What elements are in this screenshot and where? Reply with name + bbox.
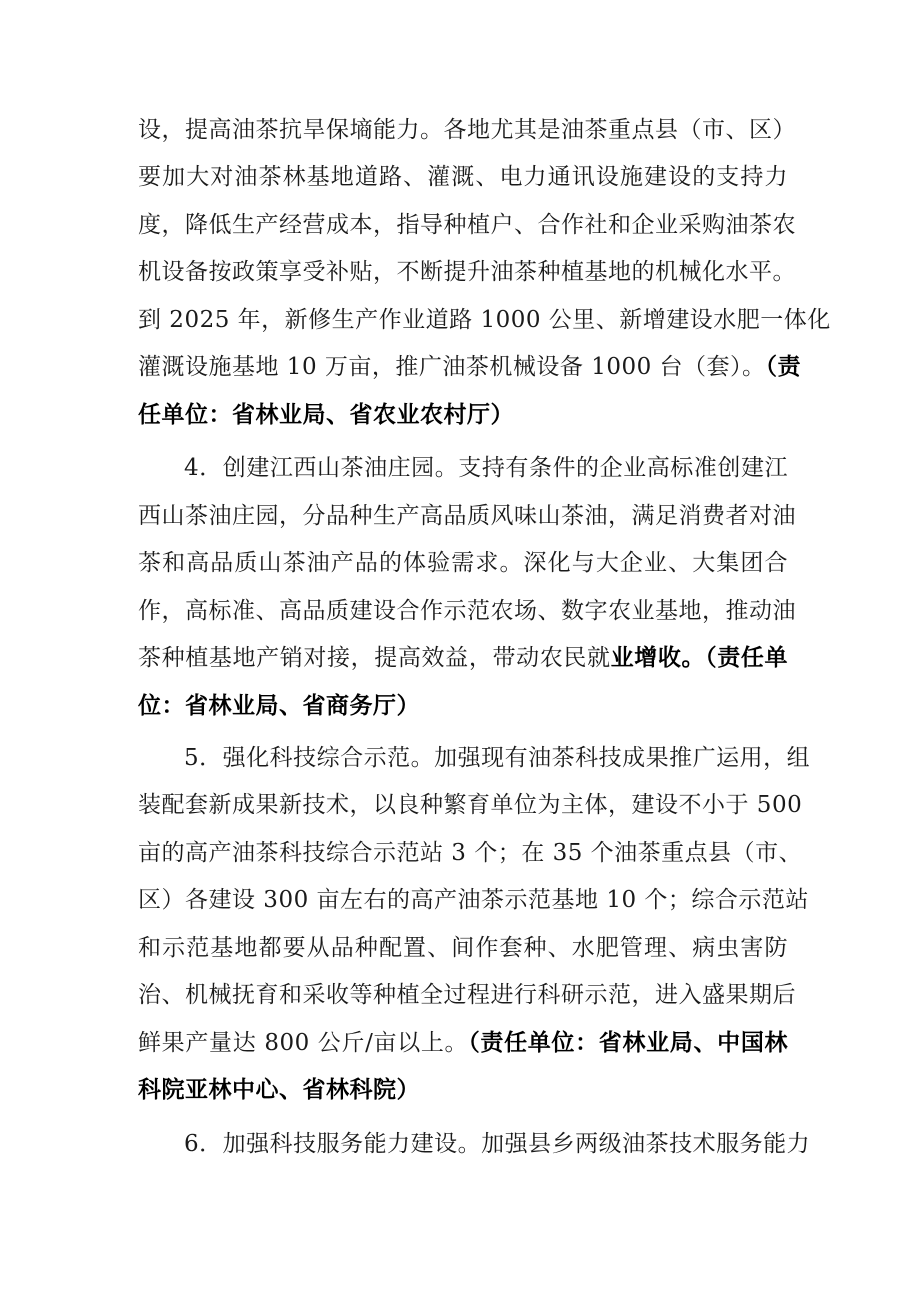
text-normal: 和示范基地都要从品种配置、间作套种、水肥管理、病虫害防 [138,935,788,961]
responsibility-text: 科院亚林中心、省林科院） [138,1077,420,1103]
text-line [138,205,796,245]
text-normal: 区）各建设 300 亩左右的高产油茶示范基地 10 个；综合示范站 [138,887,809,913]
text-normal: 茶种植基地产销对接，提高效益，带动农民就 [138,645,611,671]
text-line [138,300,831,340]
text-line [138,496,796,536]
text-normal: 亩的高产油茶科技综合示范站 3 个；在 35 个油茶重点县（市、 [138,840,803,866]
text-normal: 到 2025 年，新修生产作业道路 1000 公里、新增建设水肥一体化 [138,307,831,333]
text-line [138,1070,788,1110]
text-line [138,395,788,435]
text-line [138,347,802,387]
text-normal: 度，降低生产经营成本，指导种植户、合作社和企业采购油茶农 [138,212,796,238]
text-line [138,928,788,968]
text-line [138,1023,788,1063]
paragraph-first-line [184,738,811,778]
responsibility-text: （责 [765,354,802,380]
text-line [138,157,788,197]
paragraph-first-line [184,1124,811,1164]
text-normal: 作，高标准、高品质建设合作示范农场、数字农业基地，推动油 [138,598,796,624]
responsibility-text: （责任单位：省林业局、中国林 [468,1030,788,1056]
text-normal: 治、机械抚育和采收等种植全过程进行科研示范，进入盛果期后 [138,982,796,1008]
text-line [138,880,809,920]
paragraph-first-line [184,448,788,488]
responsibility-text: 业增收。（责任单 [610,645,789,671]
text-normal: 机设备按政策享受补贴，不断提升油茶种植基地的机械化水平。 [138,259,796,285]
text-normal: 茶和高品质山茶油产品的体验需求。深化与大企业、大集团合 [138,550,788,576]
text-normal: 设，提高油茶抗旱保墒能力。各地尤其是油茶重点县（市、区） [138,117,796,143]
text-normal: 鲜果产量达 800 公斤/亩以上。 [138,1030,469,1056]
responsibility-text: 位：省林业局、省商务厅） [138,693,420,719]
text-normal: 6．加强科技服务能力建设。加强县乡两级油茶技术服务能力 [184,1131,811,1157]
text-line [138,785,803,825]
responsibility-text: 任单位：省林业局、省农业农村厅） [138,402,514,428]
text-line [138,638,788,678]
text-normal: 装配套新成果新技术，以良种繁育单位为主体，建设不小于 500 [138,792,803,818]
text-line [138,591,796,631]
text-normal: 4．创建江西山茶油庄园。支持有条件的企业高标准创建江 [184,455,788,481]
text-line [138,543,788,583]
text-line [138,975,796,1015]
text-line [138,252,796,292]
text-normal: 5．强化科技综合示范。加强现有油茶科技成果推广运用，组 [184,745,811,771]
text-normal: 要加大对油茶林基地道路、灌溉、电力通讯设施建设的支持力 [138,164,788,190]
text-line [138,686,788,726]
text-normal: 灌溉设施基地 10 万亩，推广油茶机械设备 1000 台（套）。 [138,354,766,380]
text-normal: 西山茶油庄园，分品种生产高品质风味山茶油，满足消费者对油 [138,503,796,529]
text-line [138,110,796,150]
text-line [138,833,803,873]
